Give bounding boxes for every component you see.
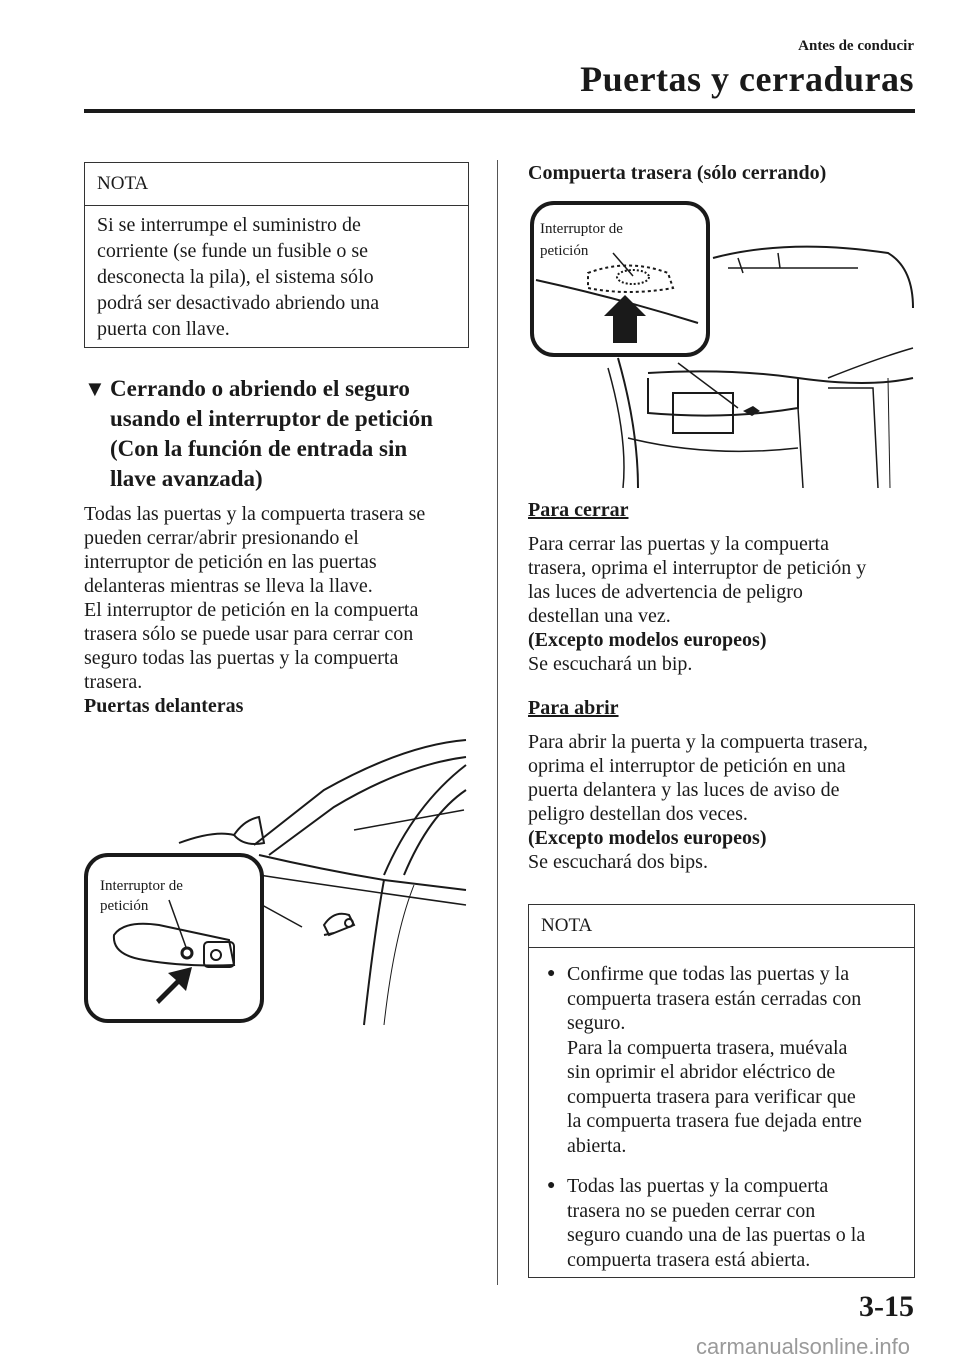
intro-paragraph (84, 502, 484, 718)
bullet-line: seguro cuando una de las puertas o la (567, 1224, 866, 1246)
open-line: peligro destellan dos veces. (528, 803, 748, 825)
body-line: trasera sólo se puede usar para cerrar con (84, 623, 414, 645)
section-heading-line: Cerrando o abriendo el seguro (110, 376, 410, 401)
callout-label-line: petición (100, 898, 149, 914)
bullet-line: trasera no se pueden cerrar con (567, 1199, 816, 1222)
note-line: desconecta la pila), el sistema sólo (97, 266, 374, 288)
open-title: Para abrir (528, 697, 619, 719)
close-line: las luces de advertencia de peligro (528, 581, 803, 603)
close-line: trasera, oprima el interruptor de petición y (528, 557, 867, 579)
callout-label-line: Interruptor de (540, 221, 623, 237)
bullet-dot-icon: ● (547, 966, 556, 981)
triangle-marker-icon: ▼ (84, 376, 106, 401)
body-line: delanteras mientras se lleva la llave. (84, 575, 373, 597)
note-box-1 (84, 162, 469, 348)
note-line: podrá ser desactivado abriendo una (97, 292, 380, 314)
bullet-line: la compuerta trasera fue dejada entre (567, 1110, 862, 1132)
open-after: Se escuchará dos bips. (528, 851, 708, 873)
close-after: Se escuchará un bip. (528, 653, 693, 675)
note-box-2 (528, 904, 915, 1278)
column-divider (497, 160, 498, 1285)
note-bullet-1 (541, 962, 902, 1158)
section-heading-line: (Con la función de entrada sin (110, 436, 408, 461)
bullet-dot-icon: ● (547, 1178, 556, 1193)
bullet-line: compuerta trasera para verificar que (567, 1085, 856, 1108)
callout-label-line: Interruptor de (100, 878, 183, 894)
note-line: puerta con llave. (97, 318, 230, 340)
open-line: oprima el interruptor de petición en una (528, 755, 846, 777)
bullet-line: Todas las puertas y la compuerta (567, 1175, 829, 1197)
body-line: interruptor de petición en las puertas (84, 551, 377, 573)
subheading-tailgate: Compuerta trasera (sólo cerrando) (528, 162, 827, 184)
section-heading (84, 374, 484, 494)
front-door-illustration (84, 735, 470, 1030)
open-line: Para abrir la puerta y la compuerta trasera, (528, 731, 868, 753)
note-body (529, 948, 914, 1292)
page-number: 3-15 (859, 1290, 914, 1323)
subheading-front-doors: Puertas delanteras (84, 695, 244, 717)
bullet-line: Confirme que todas las puertas y la (567, 963, 850, 985)
section-heading-line: llave avanzada) (110, 466, 263, 491)
close-bold-line: (Excepto modelos europeos) (528, 629, 767, 651)
watermark: carmanualsonline.info (695, 1334, 910, 1359)
close-line: destellan una vez. (528, 605, 671, 627)
note-body (85, 206, 468, 350)
note-line: corriente (se funde un fusible o se (97, 240, 369, 262)
body-line: trasera. (84, 671, 143, 693)
note-line: Si se interrumpe el suministro de (97, 214, 361, 236)
bullet-line: compuerta trasera están cerradas con (567, 987, 862, 1010)
body-line: pueden cerrar/abrir presionando el (84, 527, 359, 549)
bullet-line: abierta. (567, 1134, 627, 1157)
open-bold-line: (Excepto modelos europeos) (528, 827, 767, 849)
open-line: puerta delantera y las luces de aviso de (528, 779, 840, 801)
callout-label-line: petición (540, 243, 589, 259)
page-title: Puertas y cerraduras (580, 59, 914, 99)
bullet-line: Para la compuerta trasera, muévala (567, 1036, 848, 1059)
bullet-line: sin oprimir el abridor eléctrico de (567, 1061, 836, 1083)
note-heading: NOTA (529, 905, 914, 948)
close-title: Para cerrar (528, 499, 629, 521)
body-line: seguro todas las puertas y la compuerta (84, 647, 399, 669)
close-line: Para cerrar las puertas y la compuerta (528, 533, 829, 555)
body-line: El interruptor de petición en la compuerta (84, 599, 419, 621)
bullet-line: compuerta trasera está abierta. (567, 1248, 811, 1271)
close-section (528, 498, 918, 676)
section-label: Antes de conducir (798, 38, 914, 54)
note-heading: NOTA (85, 163, 468, 206)
open-section (528, 696, 928, 874)
header-rule (84, 109, 915, 113)
section-heading-line: usando el interruptor de petición (110, 406, 433, 431)
tailgate-illustration (528, 198, 918, 488)
note-bullet-2 (541, 1174, 902, 1272)
bullet-line: seguro. (567, 1012, 626, 1034)
body-line: Todas las puertas y la compuerta trasera se (84, 503, 426, 525)
